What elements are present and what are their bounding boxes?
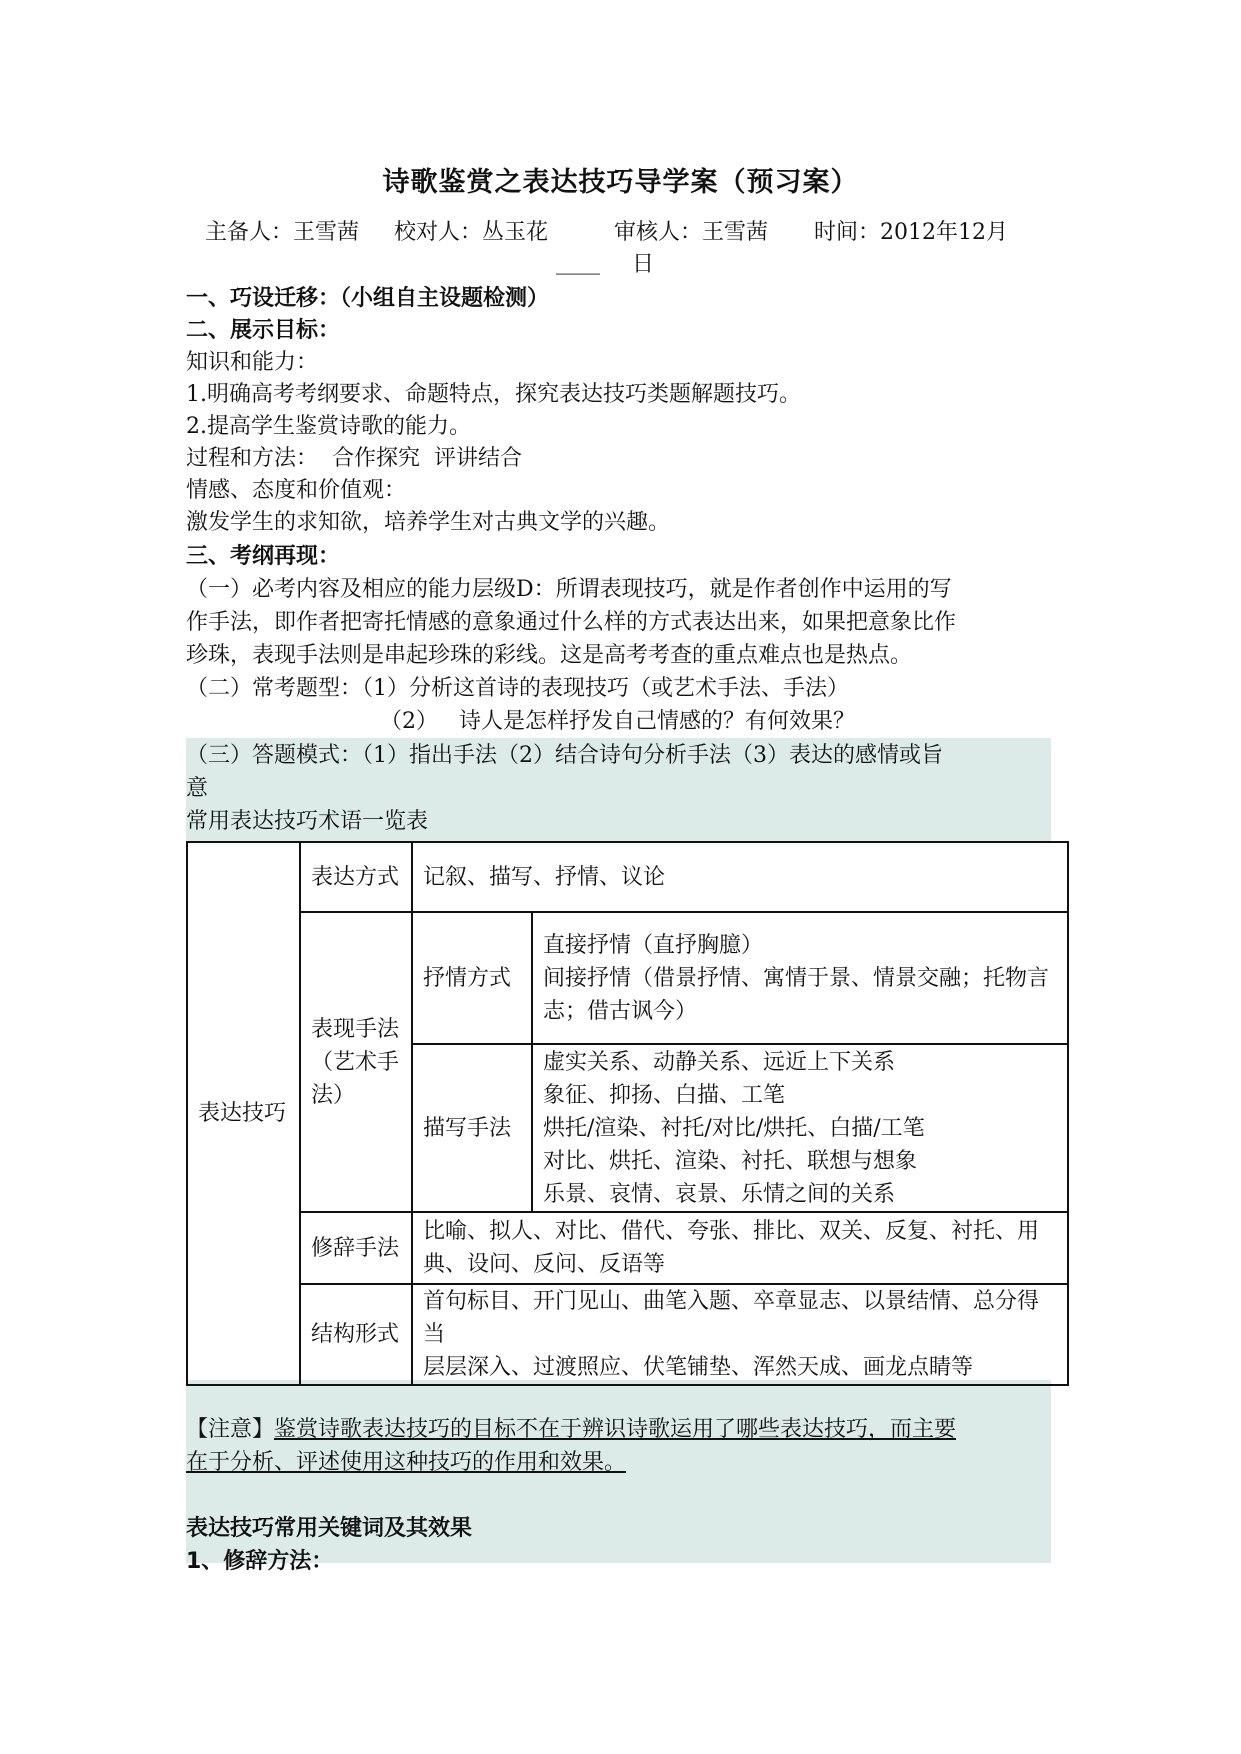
note-line-2: 在于分析、评述使用这种技巧的作用和效果。 (186, 1450, 627, 1475)
note-label: 【注意】 (186, 1417, 275, 1442)
goal-1: 1.明确高考考纲要求、命题特点，探究表达技巧类题解题技巧。 (186, 382, 801, 407)
cell-rhetoric-value: 比喻、拟人、对比、借代、夸张、排比、双关、反复、衬托、用典、设问、反问、反语等 (412, 1212, 1068, 1284)
table-caption: 常用表达技巧术语一览表 (186, 809, 429, 834)
lyric-value-2: 间接抒情（借景抒情、寓情于景、情景交融；托物言志；借古讽今） (543, 965, 1050, 1024)
para-3-line-1: （三）答题模式：（1）指出手法（2）结合诗句分析手法（3）表达的感情或旨 (186, 743, 943, 768)
description-value-3: 烘托/渲染、衬托/对比/烘托、白描/工笔 (543, 1115, 925, 1141)
section-2: 二、展示目标： (186, 318, 341, 343)
terms-table (186, 841, 1069, 1386)
para-1-line-2: 作手法，即作者把寄托情感的意象通过什么样的方式表达出来，如果把意象比作 (186, 610, 957, 635)
para-1-line-1: （一）必考内容及相应的能力层级D：所谓表现技巧，就是作者创作中运用的写 (186, 577, 952, 602)
preparer: 主备人：王雪茜 (205, 220, 360, 245)
cell-description-method: 描写手法 (412, 1044, 532, 1212)
day: 日 (632, 252, 655, 277)
cell-lyric-mode: 抒情方式 (412, 912, 532, 1044)
section-3: 三、考纲再现： (186, 544, 341, 569)
cell-expression-mode-value: 记叙、描写、抒情、议论 (412, 842, 1068, 912)
cell-structure-form: 结构形式 (300, 1284, 412, 1385)
para-1-line-3: 珍珠，表现手法则是串起珍珠的彩线。这是高考考查的重点难点也是热点。 (186, 643, 913, 668)
description-value-4: 对比、烘托、渲染、衬托、联想与想象 (543, 1148, 918, 1174)
knowledge-label: 知识和能力： (186, 350, 319, 375)
description-value-2: 象征、抑扬、白描、工笔 (543, 1082, 786, 1108)
day-blank: ____ (556, 250, 600, 275)
emotion-label: 情感、态度和价值观： (186, 478, 407, 503)
description-value-5: 乐景、哀情、哀景、乐情之间的关系 (543, 1181, 896, 1207)
lyric-value-1: 直接抒情（直抒胸臆） (543, 932, 764, 958)
cell-expression-mode: 表达方式 (300, 842, 412, 912)
para-2-line-1: （二）常考题型：（1）分析这首诗的表现技巧（或艺术手法、手法） (186, 676, 849, 701)
keywords-heading: 表达技巧常用关键词及其效果 (186, 1516, 473, 1541)
cell-structure-value (412, 1284, 1068, 1385)
cell-lyric-mode-value (532, 912, 1068, 1044)
cell-performance-method: 表现手法（艺术手法） (300, 912, 412, 1212)
section-1: 一、巧设迁移：（小组自主设题检测） (186, 286, 550, 311)
cell-main-category: 表达技巧 (187, 842, 300, 1385)
note-line-1 (186, 1413, 956, 1446)
reviewer: 审核人：王雪茜 (614, 220, 769, 245)
process-line: 过程和方法： 合作探究 评讲结合 (186, 446, 522, 471)
emotion-text: 激发学生的求知欲，培养学生对古典文学的兴趣。 (186, 510, 671, 535)
time: 时间：2012年12月 (814, 220, 1008, 245)
page-title: 诗歌鉴赏之表达技巧导学案（预习案） (382, 167, 859, 198)
cell-description-value (532, 1044, 1068, 1212)
para-3-line-2: 意 (186, 776, 209, 801)
checker: 校对人：丛玉花 (394, 220, 549, 245)
cell-rhetoric-method: 修辞手法 (300, 1212, 412, 1284)
structure-value-1: 首句标目、开门见山、曲笔入题、卒章显志、以景结情、总分得当 (423, 1289, 1040, 1347)
goal-2: 2.提高学生鉴赏诗歌的能力。 (186, 414, 471, 439)
para-2-line-2: （2） 诗人是怎样抒发自己情感的？有何效果？ (380, 709, 855, 734)
note-text-1: 鉴赏诗歌表达技巧的目标不在于辨识诗歌运用了哪些表达技巧，而主要 (274, 1417, 957, 1442)
rhetoric-method-heading: 1、修辞方法： (186, 1549, 334, 1574)
structure-value-2: 层层深入、过渡照应、伏笔铺垫、浑然天成、画龙点睛等 (423, 1355, 974, 1380)
description-value-1: 虚实关系、动静关系、远近上下关系 (543, 1049, 896, 1075)
